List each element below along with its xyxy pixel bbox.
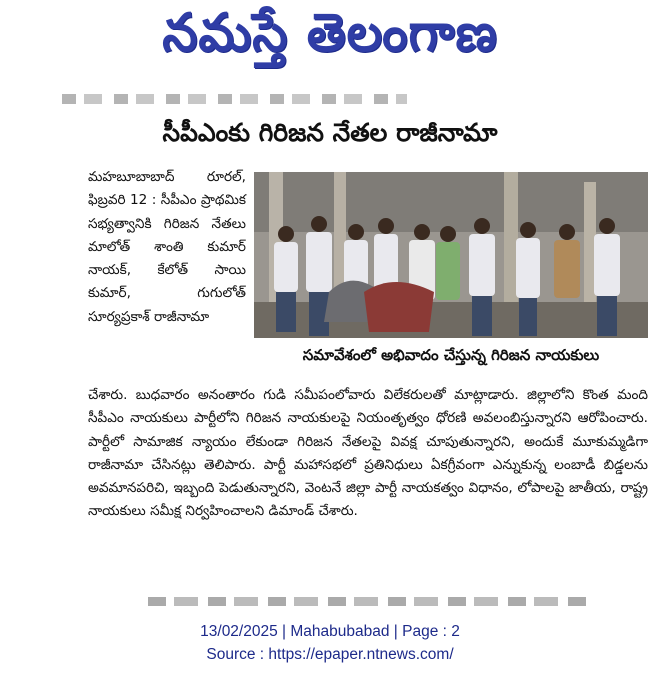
newspaper-logo: నమస్తే తెలంగాణ (162, 1, 498, 63)
masthead (0, 0, 660, 78)
group-photo-illustration (254, 172, 648, 338)
article-body-text: చేశారు. బుధవారం అనంతారం గుడి సమీపంలోవారు విలేకరులతో మాట్లాడారు. జిల్లాలోని కొంత మంది సీపీఎం నాయకులు పార్టీలోని గిరిజన నాయకులపై నియంతృత్వం ధోరణి అవలంబిస్తున్నారని ఆరోపించారు. పార్టీలో సామాజిక న్యాయం లేకుండా గిరిజన నేతలపై వివక్ష చూపుతున్నారని, అందుకే మూకుమ్మడిగా రాజీనామా చేసినట్లు తెలిపారు. పార్టీ మహాసభలో ప్రతినిధులు ఏకగ్రీవంగా ఎన్నుకున్న లంబాడీ బిడ్డలను అవమానపరిచి, ఇబ్బంది పెడుతున్నారని, వెంటనే జిల్లా పార్టీ నాయకత్వం విధానం, లోపాలపై జాతీయ, రాష్ట్ర నాయకులు సమీక్ష నిర్వహించాలని డిమాండ్ చేశారు. (88, 387, 648, 520)
headline: సీపీఎంకు గిరిజన నేతల రాజీనామా (162, 118, 498, 147)
news-photo (254, 172, 648, 338)
article-column-text: మహబూబాబాద్ రూరల్, ఫిబ్రవరి 12 : సీపీఎం ప్రాథమిక సభ్యత్వానికి గిరిజన నేతలు మాలోత్ శాంతి కుమార్ నాయక్, కేలోత్ సాయి కుమార్, గుగులోత్ సూర్యప్రకాశ్ రాజీనామా (88, 169, 246, 325)
dateline: 13/02/2025 | Mahabubabad | Page : 2 (200, 623, 460, 640)
source-link[interactable]: Source : https://epaper.ntnews.com/ (206, 646, 454, 663)
photo-caption: సమావేశంలో అభివాదం చేస్తున్న గిరిజన నాయకులు (254, 338, 648, 376)
footer (0, 620, 660, 666)
cropped-text-line (62, 94, 407, 104)
cropped-text-line (148, 597, 588, 606)
article-body (88, 384, 648, 524)
